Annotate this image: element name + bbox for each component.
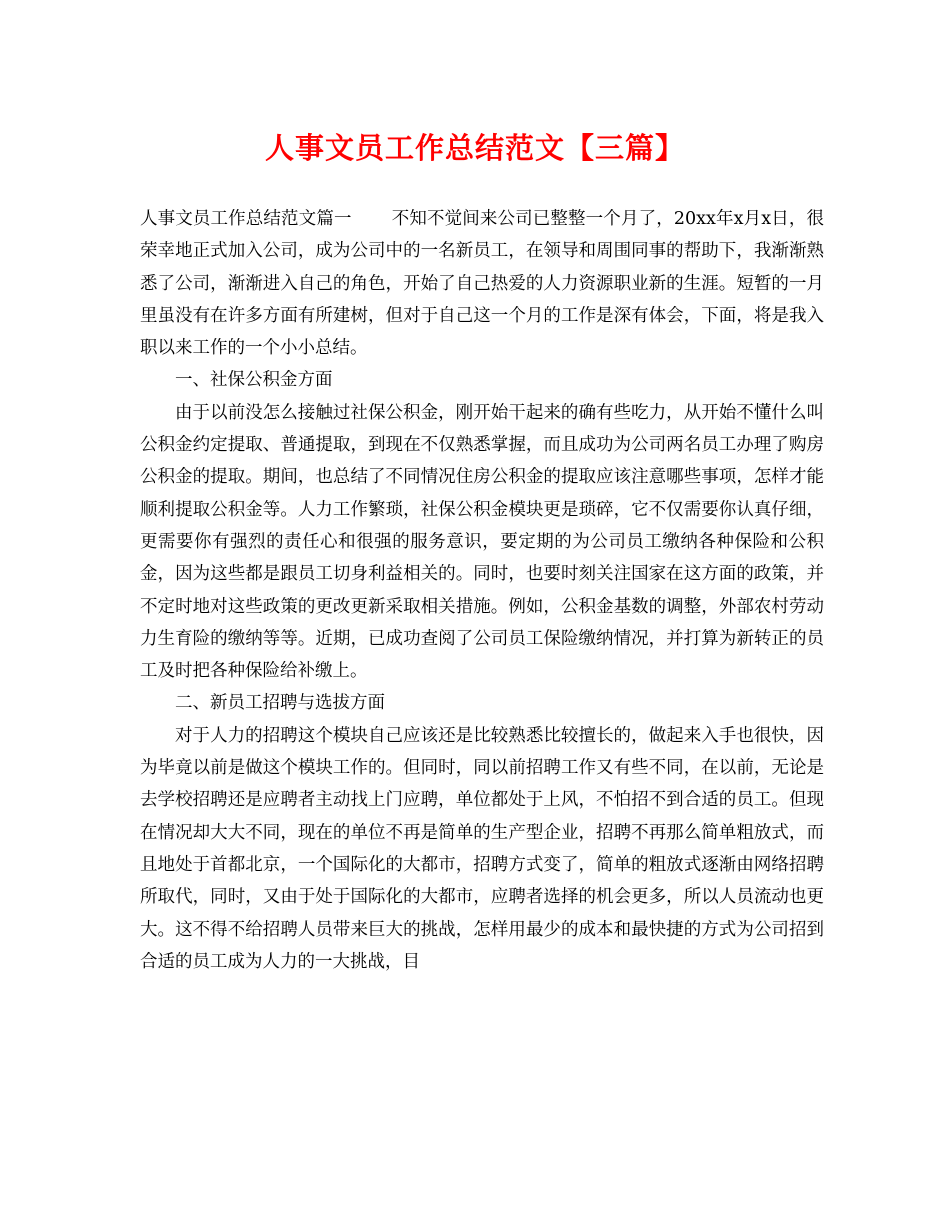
document-body bbox=[140, 203, 824, 978]
section-1-heading: 一、社保公积金方面 bbox=[175, 370, 333, 391]
intro-label: 人事文员工作总结范文篇一 bbox=[140, 209, 352, 229]
intro-paragraph bbox=[140, 203, 824, 364]
section-2-heading: 二、新员工招聘与选拔方面 bbox=[175, 693, 385, 714]
intro-text: 不知不觉间来公司已整整一个月了，20xx年x月x日，很荣幸地正式加入公司，成为公司中的一名新员工，在领导和周围同事的帮助下，我渐渐熟悉了公司，渐渐进入自己的角色，开始了自己热爱的人力资源职业新的生涯。短暂的一月里虽没有在许多方面有所建树，但对于自己这一个月的工作是深有体会，下面，将是我入职以来工作的一个小小总结。 bbox=[140, 209, 825, 359]
section-2-paragraph: 对于人力的招聘这个模块自己应该还是比较熟悉比较擅长的，做起来入手也很快，因为毕竟以前是做这个模块工作的。但同时，同以前招聘工作又有些不同，在以前，无论是去学校招聘还是应聘者主动找上门应聘，单位都处于上风，不怕招不到合适的员工。但现在情况却大大不同，现在的单位不再是简单的生产型企业，招聘不再那么简单粗放式，而且地处于首都北京，一个国际化的大都市，招聘方式变了，简单的粗放式逐渐由网络招聘所取代，同时，又由于处于国际化的大都市，应聘者选择的机会更多，所以人员流动也更大。这不得不给招聘人员带来巨大的挑战，怎样用最少的成本和最快捷的方式为公司招到合适的员工成为人力的一大挑战，目 bbox=[140, 725, 824, 972]
document-title: 人事文员工作总结范文【三篇】 bbox=[264, 131, 685, 165]
section-1-paragraph: 由于以前没怎么接触过社保公积金，刚开始干起来的确有些吃力，从开始不懂什么叫公积金约定提取、普通提取，到现在不仅熟悉掌握，而且成功为公司两名员工办理了购房公积金的提取。期间，也总结了不同情况住房公积金的提取应该注意哪些事项，怎样才能顺利提取公积金等。人力工作繁琐，社保公积金模块更是琐碎，它不仅需要你认真仔细，更需要你有强烈的责任心和很强的服务意识，要定期的为公司员工缴纳各种保险和公积金，因为这些都是跟员工切身利益相关的。同时，也要时刻关注国家在这方面的政策，并不定时地对这些政策的更改更新采取相关措施。例如，公积金基数的调整，外部农村劳动力生育险的缴纳等等。近期，已成功查阅了公司员工保险缴纳情况，并打算为新转正的员工及时把各种保险给补缴上。 bbox=[140, 402, 824, 682]
